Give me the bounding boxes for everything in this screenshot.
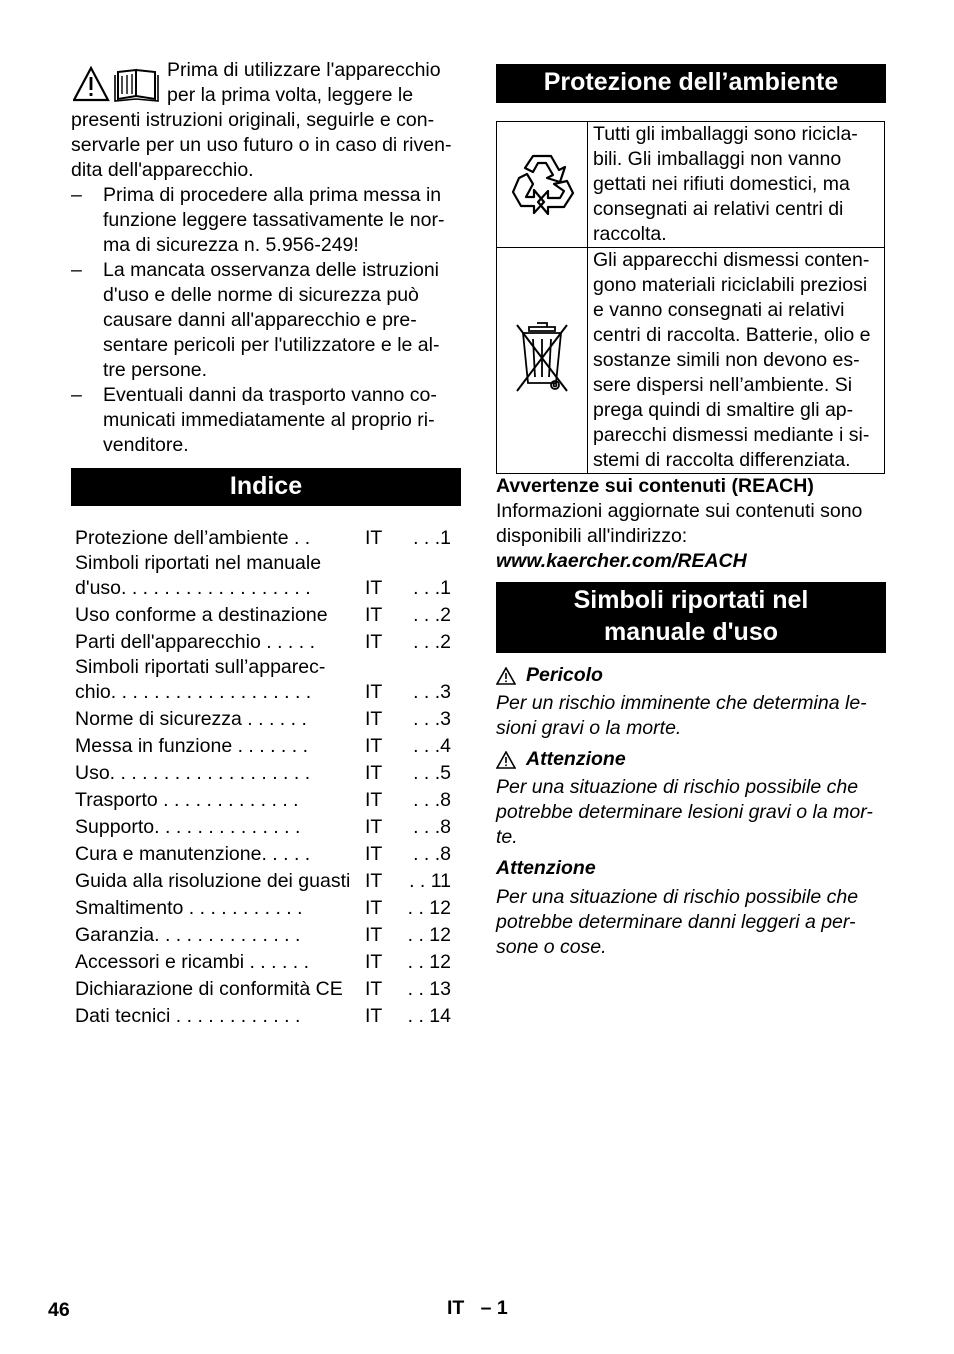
recycle-icon (505, 144, 579, 218)
attenzione-text: Per una situazione di rischio possibile che potrebbe determinare lesioni gravi o la mor-te. (496, 776, 873, 848)
intro-line-1: Prima di utilizzare l'apparecchio (167, 59, 441, 81)
toc-page: . . 13 (407, 978, 451, 1000)
intro-rest: presenti istruzioni originali, seguirle e con-servarle per un uso futuro o in caso di riven-dita dell'apparecchio. (71, 109, 452, 181)
toc-page: . . .8 (413, 843, 451, 865)
toc-title: Trasporto . . . . . . . . . . . . . (75, 789, 299, 811)
simboli-title-line-2: manuale d'uso (603, 618, 779, 646)
toc-title: Protezione dell’ambiente . . (75, 527, 311, 549)
bin-text-cell (588, 248, 885, 474)
toc-lang: IT (365, 951, 383, 973)
toc-title: Dichiarazione di conformità CE (75, 978, 343, 1000)
toc-row[interactable] (75, 840, 455, 867)
intro-line-2: per la prima volta, leggere le (167, 84, 414, 106)
crossed-bin-icon (509, 317, 575, 397)
toc-page: . . .5 (413, 762, 451, 784)
page-number: 46 (48, 1299, 70, 1321)
toc-lang: IT (365, 897, 383, 919)
pericolo-text: Per un rischio imminente che determina le-sioni gravi o la morte. (496, 692, 867, 739)
toc-title: Accessori e ricambi . . . . . . (75, 951, 310, 973)
toc-page: . . 14 (407, 1005, 451, 1027)
toc-row[interactable] (75, 894, 455, 921)
toc-title: Smaltimento . . . . . . . . . . . (75, 897, 303, 919)
toc-lang: IT (365, 789, 383, 811)
toc-lang: IT (365, 604, 383, 626)
warning-manual-icon (73, 66, 161, 102)
toc-title: Parti dell'apparecchio . . . . . (75, 631, 316, 653)
toc-title: Guida alla risoluzione dei guasti (75, 870, 351, 892)
toc-lang: IT (365, 870, 383, 892)
table-of-contents (75, 524, 455, 1029)
toc-title: Uso. . . . . . . . . . . . . . . . . . . (75, 762, 311, 784)
toc-row[interactable] (75, 705, 455, 732)
toc-lang: IT (365, 577, 383, 599)
warning-icon (496, 667, 516, 685)
list-item (71, 383, 461, 458)
toc-page: . . .1 (413, 577, 451, 599)
warning-icon (496, 751, 516, 769)
toc-row[interactable] (75, 628, 455, 655)
reach-link[interactable]: www.kaercher.com/REACH (496, 550, 747, 572)
bullet-dash: – (71, 259, 82, 281)
bullet-dash: – (71, 184, 82, 206)
toc-page: . . .4 (413, 735, 451, 757)
toc-lang: IT (365, 978, 383, 1000)
toc-page: . . 12 (407, 951, 451, 973)
toc-title: Simboli riportati nel manuale d'uso. . . . . . . . . . . . . . . . . . (75, 552, 322, 599)
pericolo-label: Pericolo (526, 664, 603, 686)
attenzione-label: Attenzione (526, 748, 626, 770)
toc-page: . . .3 (413, 681, 451, 703)
attenzione-plain-text: Per una situazione di rischio possibile che potrebbe determinare danni leggeri a per-sone o cose. (496, 886, 859, 958)
toc-page: . . .2 (413, 604, 451, 626)
toc-lang: IT (365, 527, 383, 549)
toc-lang: IT (365, 735, 383, 757)
toc-row[interactable] (75, 601, 455, 628)
toc-page: . . .2 (413, 631, 451, 653)
bullet-text: Prima di procedere alla prima messa in funzione leggere tassativamente le nor-ma di sicurezza n. 5.956-249! (103, 184, 445, 256)
toc-page: . . 12 (407, 924, 451, 946)
toc-row[interactable] (75, 813, 455, 840)
toc-lang: IT (365, 762, 383, 784)
simboli-heading (496, 582, 886, 653)
toc-row[interactable] (75, 975, 455, 1002)
toc-row[interactable] (75, 786, 455, 813)
toc-row[interactable] (75, 655, 455, 705)
toc-row[interactable] (75, 551, 455, 601)
environment-table (496, 121, 885, 474)
pericolo-heading (496, 663, 886, 688)
toc-lang: IT (365, 843, 383, 865)
attenzione-heading (496, 747, 886, 772)
toc-page: . . 11 (409, 870, 451, 892)
intro-section (71, 58, 461, 458)
toc-title: Dati tecnici . . . . . . . . . . . . (75, 1005, 301, 1027)
toc-row[interactable] (75, 732, 455, 759)
list-item (71, 183, 461, 258)
bullet-dash: – (71, 384, 82, 406)
toc-title: Garanzia. . . . . . . . . . . . . . (75, 924, 301, 946)
table-row (497, 122, 885, 248)
recycle-text-cell (588, 122, 885, 248)
recycle-text: Tutti gli imballaggi sono ricicla-bili. Gli imballaggi non vanno gettati nei rifiuti domestici, ma consegnati ai relativi centri di raccolta. (593, 123, 858, 245)
toc-row[interactable] (75, 1002, 455, 1029)
toc-title: Supporto. . . . . . . . . . . . . . (75, 816, 301, 838)
left-column (71, 58, 461, 1029)
bin-text: Gli apparecchi dismessi conten-gono materiali riciclabili preziosi e vanno consegnati ai relativi centri di raccolta. Batterie, olio e sostanze simili non devono es-sere dispersi nell’ambiente. Si prega quindi di smaltire gli ap-parecchi dismessi mediante i si-stemi di raccolta differenziata. (593, 249, 871, 471)
toc-page: . . .8 (413, 789, 451, 811)
reach-title: Avvertenze sui contenuti (REACH) (496, 475, 814, 497)
toc-lang: IT (365, 1005, 383, 1027)
footer-lang-page: IT – 1 (447, 1297, 508, 1319)
toc-row[interactable] (75, 867, 455, 894)
toc-page: . . .8 (413, 816, 451, 838)
bullet-text: Eventuali danni da trasporto vanno co-municati immediatamente al proprio ri-venditore. (103, 384, 437, 456)
toc-page: . . .1 (413, 527, 451, 549)
attenzione-plain-heading: Attenzione (496, 857, 596, 879)
toc-lang: IT (365, 816, 383, 838)
toc-lang: IT (365, 631, 383, 653)
toc-row[interactable] (75, 524, 455, 551)
reach-text: Informazioni aggiornate sui contenuti sono disponibili all'indirizzo: (496, 500, 863, 547)
indice-heading: Indice (71, 468, 461, 506)
toc-page: . . 12 (407, 897, 451, 919)
right-column (496, 64, 886, 960)
list-item (71, 258, 461, 383)
toc-title: Simboli riportati sull’apparec-chio. . . . . . . . . . . . . . . . . . . (75, 656, 326, 703)
toc-page: . . .3 (413, 708, 451, 730)
protezione-heading: Protezione dell’ambiente (496, 64, 886, 103)
toc-title: Cura e manutenzione. . . . . (75, 843, 311, 865)
bin-icon-cell (497, 248, 588, 474)
simboli-title-line-1: Simboli riportati nel (573, 586, 809, 614)
toc-lang: IT (365, 924, 383, 946)
toc-title: Messa in funzione . . . . . . . (75, 735, 309, 757)
intro-bullets (71, 183, 461, 458)
toc-lang: IT (365, 708, 383, 730)
toc-row[interactable] (75, 759, 455, 786)
toc-lang: IT (365, 681, 383, 703)
bullet-text: La mancata osservanza delle istruzioni d'uso e delle norme di sicurezza può causare danni all'apparecchio e pre-sentare pericoli per l'utilizzatore e le al-tre persone. (103, 259, 440, 381)
toc-title: Uso conforme a destinazione (75, 604, 328, 626)
toc-title: Norme di sicurezza . . . . . . (75, 708, 307, 730)
toc-row[interactable] (75, 921, 455, 948)
recycle-icon-cell (497, 122, 588, 248)
table-row (497, 248, 885, 474)
toc-row[interactable] (75, 948, 455, 975)
